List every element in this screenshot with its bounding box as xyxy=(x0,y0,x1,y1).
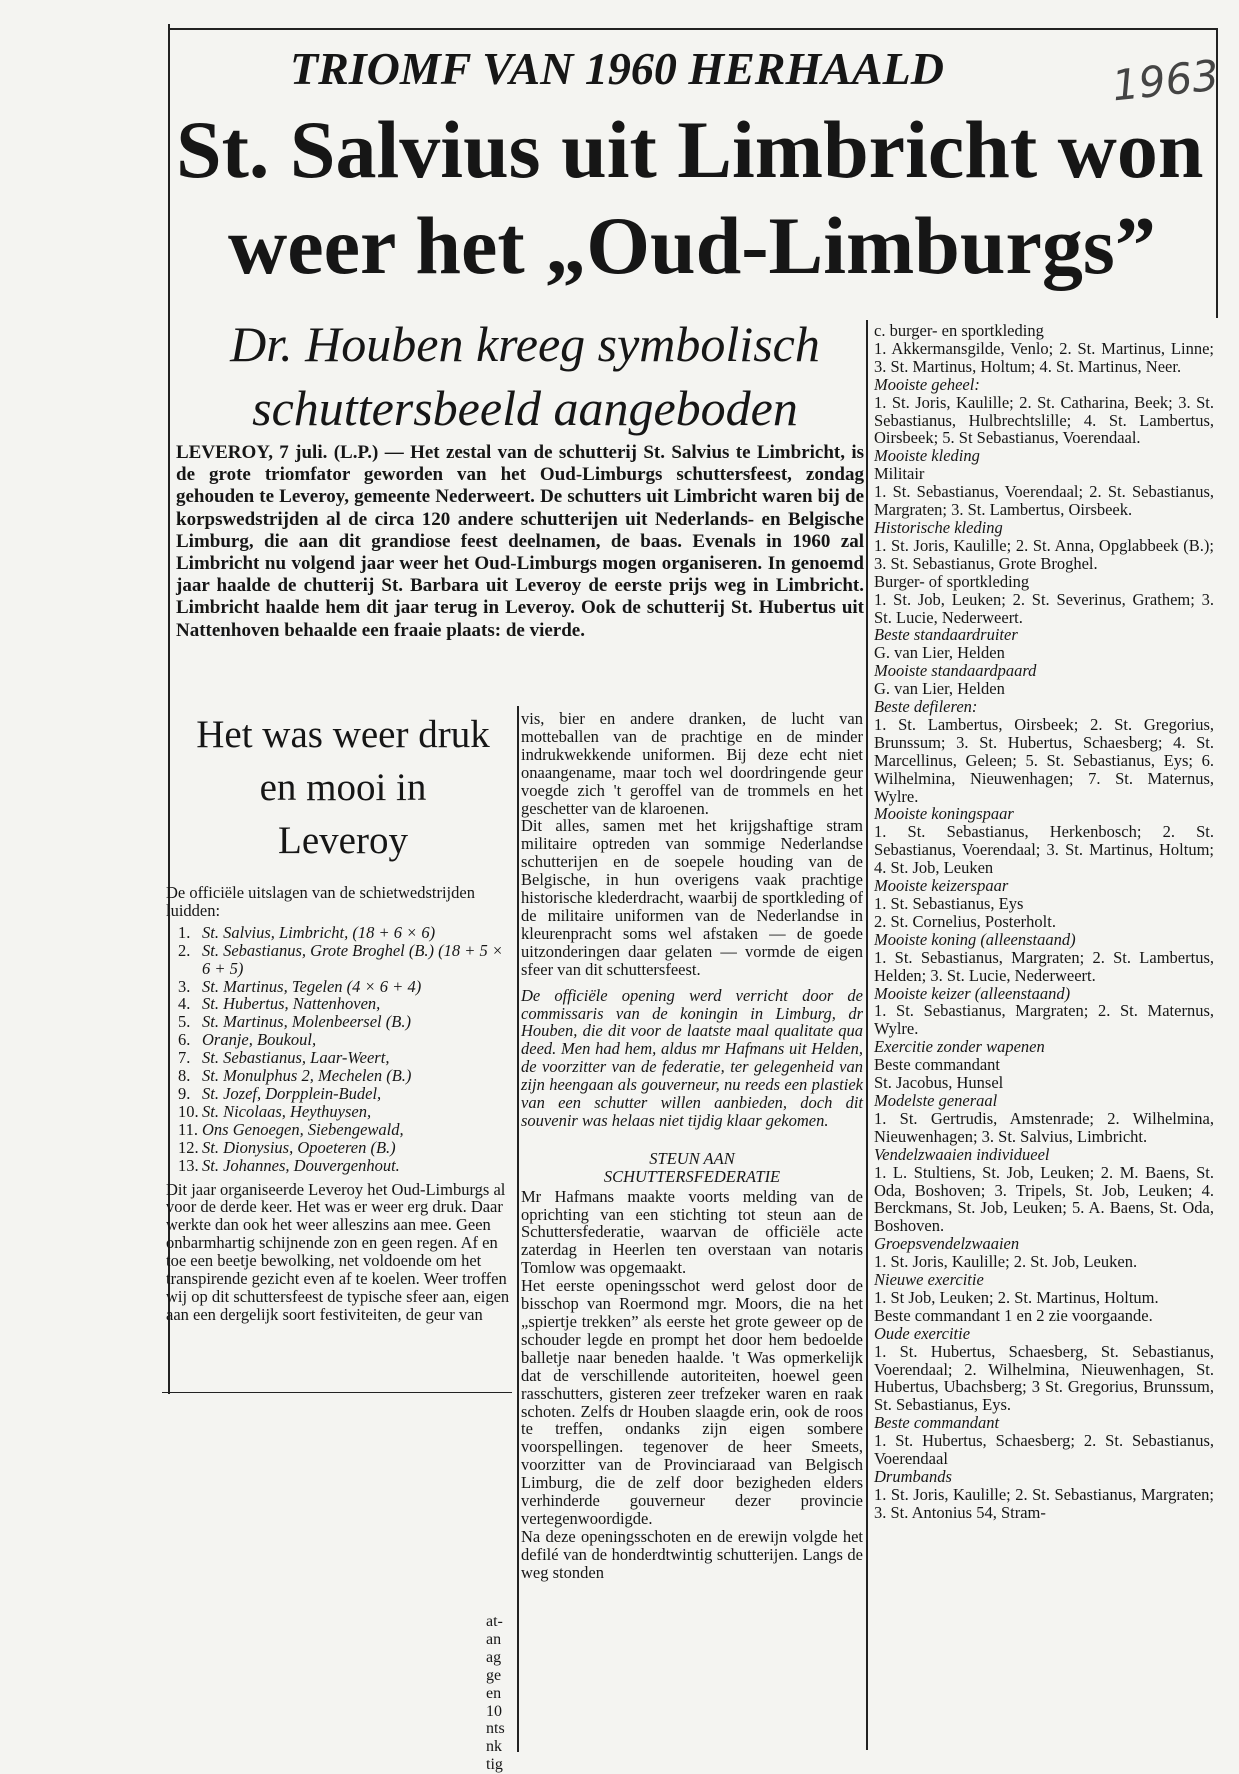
result-rank: 2. xyxy=(178,940,191,960)
result-rank: 7. xyxy=(178,1048,191,1068)
result-name: St. Martinus, Tegelen (4 × 6 + 4) xyxy=(202,976,422,996)
margin-fragment: nk xyxy=(486,1738,502,1756)
section-subheading-line1: STEUN AAN xyxy=(649,1148,735,1168)
main-headline-line2: weer het „Oud-Limburgs” xyxy=(228,200,1156,291)
result-line: 1. Akkermansgilde, Venlo; 2. St. Martinus, Linne; 3. St. Martinus, Holtum; 4. St. Martinus, Neer. xyxy=(874,338,1214,376)
result-name: Oranje, Boukoul, xyxy=(202,1030,317,1050)
left-column-text: Dit jaar organiseerde Leveroy het Oud-Limburgs al voor de derde keer. Het was er weer erg druk. Daar werkte dan ook het weer alleszins aan mee. Geen onbarmhartig schijnende zon en geen regen. Af en toe een beetje bewolking, net voldoende om het transpirende gezicht even af te koelen. Weer troffen wij op dit schuttersfeest de typische sfeer aan, eigen aan een dergelijk soort festiviteiten, de geur van xyxy=(166,1179,510,1324)
result-rank: 9. xyxy=(178,1083,191,1103)
category-heading: Drumbands xyxy=(874,1467,952,1486)
result-item xyxy=(166,1049,514,1067)
result-line: 1. St. Sebastianus, Margraten; 2. St. Lambertus, Helden; 3. St. Lucie, Nederweert. xyxy=(874,947,1214,985)
margin-fragment: nts xyxy=(486,1720,505,1738)
result-rank: 5. xyxy=(178,1012,191,1032)
result-item xyxy=(166,924,514,942)
result-name: St. Sebastianus, Laar-Weert, xyxy=(202,1048,390,1068)
box-headline-line2: en mooi in xyxy=(259,766,427,809)
margin-fragment: at- xyxy=(486,1613,503,1630)
result-name: St. Sebastianus, Grote Broghel (B.) (18 + 5 × 6 + 5) xyxy=(202,940,504,978)
kicker-headline: TRIOMF VAN 1960 HERHAALD xyxy=(290,43,944,94)
category-heading: Mooiste koningspaar xyxy=(874,804,1014,824)
result-rank: 8. xyxy=(178,1066,191,1086)
result-item xyxy=(166,1157,514,1175)
result-line: Burger- of sportkleding xyxy=(874,571,1030,591)
results-list xyxy=(166,924,514,1175)
result-line: 1. St. Sebastianus, Margraten; 2. St. Maternus, Wylre. xyxy=(874,1001,1214,1039)
category-heading: Mooiste kleding xyxy=(874,446,980,466)
category-heading: Vendelzwaaien individueel xyxy=(874,1144,1050,1164)
middle-column xyxy=(521,710,863,1582)
result-rank: 12. xyxy=(178,1137,199,1157)
result-line: 1. St. Hubertus, Schaesberg, St. Sebastianus, Voerendaal; 2. Wilhelmina, Nieuwenhagen, St. Hubertus, Ubachsberg; 3 St. Gregorius, Brunssum, St. Sebastianus, Eys. xyxy=(874,1341,1214,1415)
result-name: St. Hubertus, Nattenhoven, xyxy=(202,994,381,1014)
category-heading: Beste defileren: xyxy=(874,697,978,717)
category-heading: Modelste generaal xyxy=(874,1090,998,1110)
main-headline-line1: St. Salvius uit Limbricht won xyxy=(176,104,1204,195)
column-rule-right xyxy=(866,320,868,1750)
result-item xyxy=(166,1067,514,1085)
result-rank: 10. xyxy=(178,1101,199,1121)
result-line: 1. St. Job, Leuken; 2. St. Severinus, Grathem; 3. St. Lucie, Nederweert. xyxy=(874,589,1214,627)
result-line: St. Jacobus, Hunsel xyxy=(874,1073,1004,1093)
result-item xyxy=(166,1121,514,1139)
margin-fragment: en xyxy=(486,1684,502,1702)
result-item xyxy=(166,995,514,1013)
middle-paragraph-1: vis, bier en andere dranken, de lucht van motteballen van de prachtige en de minder indrukwekkende uniformen. Bij deze echt niet onaangename, maar toch wel doordringende geur voegde zich 't geroffel van de trommels en het geschetter van de klaroenen. xyxy=(521,709,863,818)
result-name: St. Jozef, Dorpplein-Budel, xyxy=(202,1083,382,1103)
result-line: 1. St. Joris, Kaulille; 2. St. Catharina, Beek; 3. St. Sebastianus, Hulbrechtslille; 4. St. Lambertus, Oirsbeek; 5. St Sebastianus, Voerendaal. xyxy=(874,392,1214,448)
result-line: c. burger- en sportkleding xyxy=(874,321,1044,340)
category-heading: Exercitie zonder wapenen xyxy=(874,1037,1045,1057)
result-rank: 1. xyxy=(178,922,191,942)
result-item xyxy=(166,1013,514,1031)
section-subheading-line2: SCHUTTERSFEDERATIE xyxy=(603,1166,781,1186)
result-rank: 3. xyxy=(178,976,191,996)
result-line: 1. St. Sebastianus, Voerendaal; 2. St. Sebastianus, Margraten; 3. St. Lambertus, Oirsbeek. xyxy=(874,482,1214,520)
category-heading: Mooiste keizer (alleenstaand) xyxy=(874,983,1071,1003)
result-item xyxy=(166,1085,514,1103)
result-name: St. Nicolaas, Heythuysen, xyxy=(202,1101,372,1121)
result-name: St. Dionysius, Opoeteren (B.) xyxy=(202,1137,396,1157)
result-item xyxy=(166,1031,514,1049)
results-intro: De officiële uitslagen van de schietwedstrijden luidden: xyxy=(166,883,475,920)
margin-fragment: ag xyxy=(486,1648,502,1666)
result-line: Beste commandant 1 en 2 zie voorgaande. xyxy=(874,1305,1153,1325)
subheadline-line1: Dr. Houben kreeg symbolisch xyxy=(230,316,820,372)
category-heading: Oude exercitie xyxy=(874,1323,971,1343)
box-bottom-rule xyxy=(162,1392,512,1393)
result-rank: 4. xyxy=(178,994,191,1014)
results-column xyxy=(166,884,514,1340)
handwritten-year: 1963 xyxy=(1109,50,1222,111)
box-headline-line1: Het was weer druk xyxy=(196,713,490,756)
result-line: 1. St Job, Leuken; 2. St. Martinus, Holtum. xyxy=(874,1287,1159,1307)
result-name: St. Martinus, Molenbeersel (B.) xyxy=(202,1012,411,1032)
middle-paragraph-2: Dit alles, samen met het krijgshaftige stram militaire optreden van sommige Nederlandse schutterijen en de soepele houding van de Belgische, in hun overigens vaak prachtige historische klederdracht, waarbij de sportkleding of de militaire uniformen van de Nederlandse in kleurenpracht soms wel afstaken — de goede uitzonderingen daar gelaten — vormde de eigen sfeer van dit schuttersfeest. xyxy=(521,816,863,979)
result-item xyxy=(166,978,514,996)
result-line: 2. St. Cornelius, Posterholt. xyxy=(874,911,1056,931)
category-heading: Beste commandant xyxy=(874,1413,1000,1433)
middle-paragraph-3: De officiële opening werd verricht door de commissaris van de koningin in Limburg, dr Houben, die dit voor de laatste maal qualitate qua deed. Men had hem, aldus mr Hafmans uit Helden, de voorzitter van de federatie, ter gelegenheid van zijn heengaan als gouverneur, nu reeds een plastiek van een schutter willen aanbieden, doch dit souvenir was helaas niet tijdig klaar gekomen. xyxy=(521,985,863,1130)
result-line: 1. St. Joris, Kaulille; 2. St. Job, Leuken. xyxy=(874,1252,1138,1272)
category-heading: Mooiste standaardpaard xyxy=(874,661,1037,681)
result-item xyxy=(166,942,514,978)
margin-fragment: tig xyxy=(486,1756,503,1774)
result-item xyxy=(166,1139,514,1157)
margin-fragment: an xyxy=(486,1630,502,1648)
category-heading: Historische kleding xyxy=(874,517,1003,537)
result-rank: 13. xyxy=(178,1155,199,1175)
category-heading: Groepsvendelzwaaien xyxy=(874,1234,1020,1254)
result-line: 1. St. Hubertus, Schaesberg; 2. St. Sebastianus, Voerendaal xyxy=(874,1431,1214,1469)
category-heading: Mooiste keizerspaar xyxy=(874,876,1009,896)
result-name: St. Salvius, Limbricht, (18 + 6 × 6) xyxy=(202,922,436,942)
result-line: 1. L. Stultiens, St. Job, Leuken; 2. M. Baens, St. Oda, Boshoven; 3. Tripels, St. Job, Leuken; 4. Berckmans, St. Job, Leuken; 5. A. Baens, St. Oda, Boshoven. xyxy=(874,1162,1214,1236)
category-heading: Beste standaardruiter xyxy=(874,625,1018,645)
result-line: G. van Lier, Helden xyxy=(874,679,1005,699)
result-name: St. Monulphus 2, Mechelen (B.) xyxy=(202,1066,412,1086)
result-line: 1. St. Sebastianus, Herkenbosch; 2. St. Sebastianus, Voerendaal; 3. St. Martinus, Holtum; 4. St. Job, Leuken xyxy=(874,822,1214,878)
result-line: 1. St. Sebastianus, Eys xyxy=(874,894,1024,913)
box-headline xyxy=(168,708,518,867)
result-line: Beste commandant xyxy=(874,1055,1001,1075)
result-line: G. van Lier, Helden xyxy=(874,643,1005,663)
lead-paragraph: LEVEROY, 7 juli. (L.P.) — Het zestal van de schutterij St. Salvius te Limbricht, is de grote triomfator geworden van het Oud-Limburgs schuttersfeest, zondag gehouden te Leveroy, gemeente Nederweert. De schutters uit Limbricht waren bij de korpswedstrijden al de circa 120 andere schutterijen uit Nederlands- en Belgische Limburg, die aan dit grandiose feest deelnamen, de baas. Evenals in 1960 zal Limbricht nu volgend jaar weer het Oud-Limburgs mogen organiseren. In genoemd jaar haalde de chutterij St. Barbara uit Leveroy de eerste prijs weg in Limbricht. Limbricht haalde hem dit jaar terug in Leveroy. Ook de schutterij St. Hubertus uit Nattenhoven behaalde een fraaie plaats: de vierde. xyxy=(176,442,864,641)
result-name: St. Johannes, Douvergenhout. xyxy=(202,1155,400,1175)
middle-paragraph-5: Het eerste openingsschot werd gelost door de bisschop van Roermond mgr. Moors, die na het „spiertje trekken” als eerste het grote geweer op de schouder legde en prompt het door hem bedoelde balletje naar beneden haalde. 't Was opmerkelijk dat de verschillende autoriteiten, hoewel geen rasschutters, gisteren zeer trefzeker waren en raak schoten. Zelfs dr Houben slaagde erin, ook de roos te treffen, ondanks zijn eigen sombere voorspellingen. tegenover de heer Smeets, voorzitter van de Provinciaraad van Belgisch Limburg, die de zelf door bezigheden elders verhinderde gouverneur dezer provincie vertegenwoordigde. xyxy=(521,1276,863,1528)
subheadline-line2: schuttersbeeld aangeboden xyxy=(252,380,798,436)
result-line: 1. St. Gertrudis, Amstenrade; 2. Wilhelmina, Nieuwenhagen; 3. St. Salvius, Limbricht. xyxy=(874,1108,1214,1146)
result-line: 1. St. Joris, Kaulille; 2. St. Anna, Opglabbeek (B.); 3. St. Sebastianus, Grote Broghel. xyxy=(874,535,1214,573)
margin-fragment: ge xyxy=(486,1666,502,1684)
category-heading: Nieuwe exercitie xyxy=(874,1270,984,1290)
result-rank: 6. xyxy=(178,1030,191,1050)
result-line: 1. St. Lambertus, Oirsbeek; 2. St. Gregorius, Brunssum; 3. St. Hubertus, Schaesberg; 4. St. Marcellinus, Geleen; 5. St. Sebastianus, Eys; 6. Wilhelmina, Nieuwenhagen; 7. St. Maternus, Wylre. xyxy=(874,714,1214,806)
middle-paragraph-6: Na deze openingsschoten en de erewijn volgde het defilé van de honderdtwintig schutterijen. Langs de weg stonden xyxy=(521,1526,863,1582)
box-headline-line3: Leveroy xyxy=(278,819,408,862)
top-border-rule xyxy=(168,28,1218,30)
margin-fragment: 10 xyxy=(486,1702,502,1720)
section-subheading xyxy=(521,1150,863,1186)
result-line: 1. St. Joris, Kaulille; 2. St. Sebastianus, Margraten; 3. St. Antonius 54, Stram- xyxy=(874,1484,1214,1522)
result-name: Ons Genoegen, Siebengewald, xyxy=(202,1119,404,1139)
margin-fragments xyxy=(486,1613,512,1774)
result-rank: 11. xyxy=(178,1119,199,1139)
right-column-results xyxy=(874,322,1214,1522)
category-heading: Mooiste geheel: xyxy=(874,374,980,394)
result-line: Militair xyxy=(874,464,925,484)
middle-paragraph-4: Mr Hafmans maakte voorts melding van de oprichting van een stichting tot steun aan de Schuttersfederatie, waarvan de officiële acte zaterdag in Heerlen ten overstaan van notaris Tomlow was opgemaakt. xyxy=(521,1186,863,1278)
category-heading: Mooiste koning (alleenstaand) xyxy=(874,929,1076,949)
result-item xyxy=(166,1103,514,1121)
